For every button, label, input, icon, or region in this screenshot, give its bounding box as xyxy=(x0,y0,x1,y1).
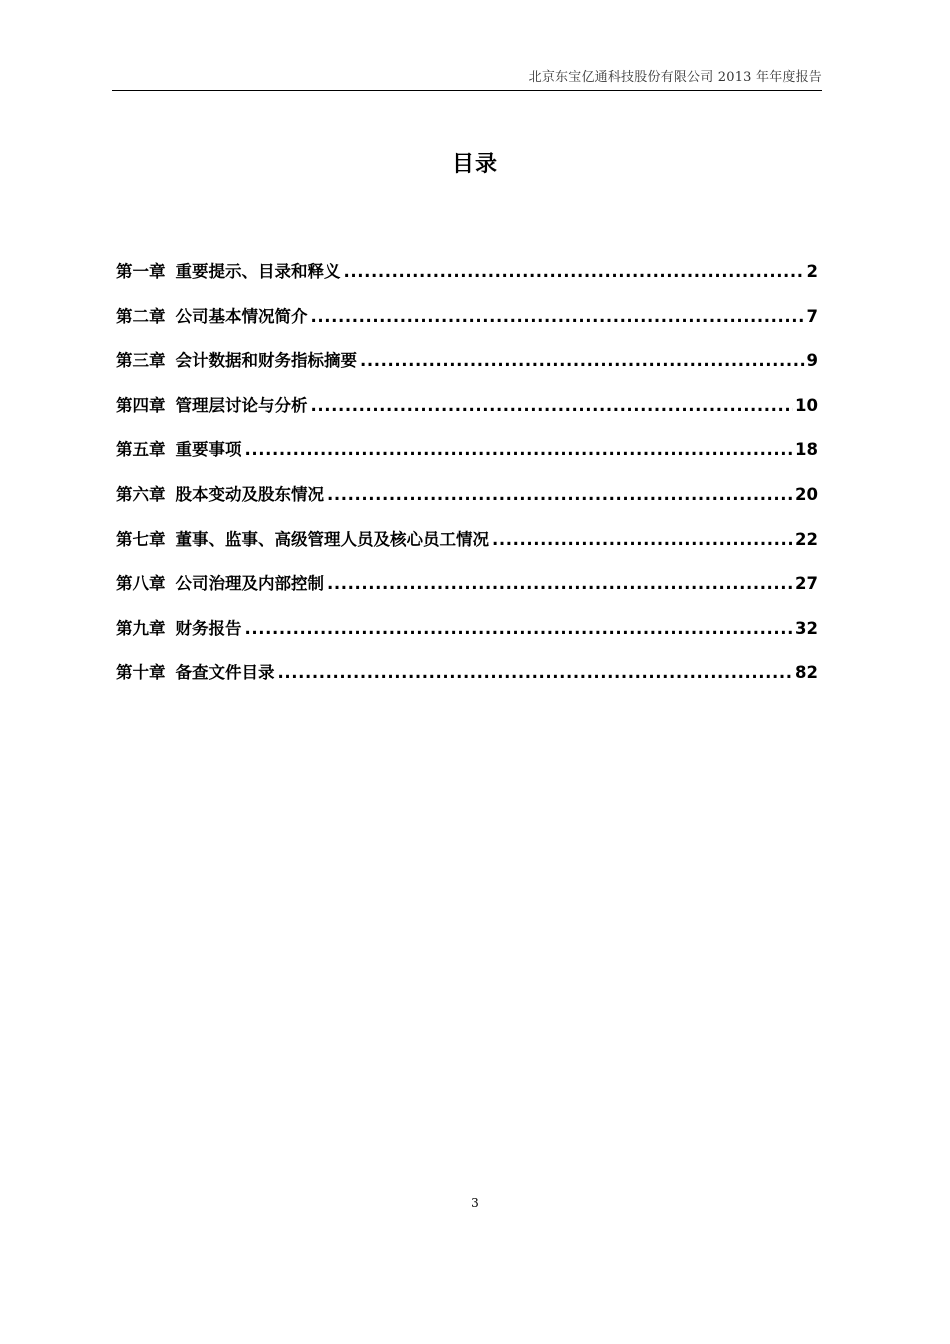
toc-entry-4[interactable] xyxy=(116,392,818,437)
toc-chapter-label: 第三章 xyxy=(116,351,166,371)
toc-dot-leader xyxy=(327,485,793,504)
toc-page-number: 27 xyxy=(795,574,818,594)
toc-dot-leader xyxy=(492,530,793,549)
toc-dot-leader xyxy=(245,440,794,459)
toc-chapter-label: 第七章 xyxy=(116,529,166,549)
toc-page-number: 20 xyxy=(795,484,818,504)
page-title: 目录 xyxy=(451,152,498,177)
toc-page-number: 32 xyxy=(795,618,818,638)
toc-chapter-label: 第十章 xyxy=(116,663,166,683)
toc-chapter-label: 第一章 xyxy=(116,262,166,281)
toc-page-number: 22 xyxy=(795,529,818,549)
table-of-contents xyxy=(116,258,818,704)
toc-chapter-label: 第二章 xyxy=(116,306,166,326)
toc-chapter-title: 财务报告 xyxy=(175,618,242,638)
toc-chapter-title: 重要事项 xyxy=(175,440,242,460)
running-header: 北京东宝亿通科技股份有限公司 2013 年年度报告 xyxy=(528,70,822,85)
toc-chapter-title: 公司基本情况简介 xyxy=(175,306,308,326)
toc-entry-10[interactable] xyxy=(116,659,818,704)
toc-dot-leader xyxy=(327,574,793,593)
page-number: 3 xyxy=(471,1196,479,1210)
toc-chapter-title: 重要提示、目录和释义 xyxy=(175,262,341,281)
toc-chapter-label: 第八章 xyxy=(116,574,166,594)
header-divider xyxy=(112,90,822,91)
toc-chapter-title: 管理层讨论与分析 xyxy=(175,395,308,415)
toc-entry-6[interactable] xyxy=(116,481,818,526)
toc-chapter-title: 股本变动及股东情况 xyxy=(175,484,324,504)
toc-entry-3[interactable] xyxy=(116,347,818,392)
toc-dot-leader xyxy=(311,396,794,415)
toc-entry-5[interactable] xyxy=(116,436,818,481)
toc-chapter-label: 第九章 xyxy=(116,618,166,638)
toc-dot-leader xyxy=(278,663,794,682)
toc-chapter-title: 备查文件目录 xyxy=(175,663,275,683)
toc-page-number: 9 xyxy=(806,351,818,371)
toc-chapter-title: 董事、监事、高级管理人员及核心员工情况 xyxy=(175,529,489,549)
toc-chapter-title: 公司治理及内部控制 xyxy=(175,574,324,594)
toc-entry-7[interactable] xyxy=(116,526,818,571)
toc-chapter-label: 第四章 xyxy=(116,395,166,415)
toc-dot-leader xyxy=(360,351,805,370)
toc-chapter-label: 第六章 xyxy=(116,484,166,504)
toc-entry-2[interactable] xyxy=(116,303,818,348)
toc-entry-8[interactable] xyxy=(116,570,818,615)
toc-page-number: 7 xyxy=(806,306,818,326)
toc-page-number: 10 xyxy=(795,395,818,415)
toc-dot-leader xyxy=(311,307,805,326)
toc-dot-leader xyxy=(245,619,794,638)
toc-entry-1[interactable] xyxy=(116,258,818,303)
toc-page-number: 82 xyxy=(795,663,818,683)
toc-chapter-label: 第五章 xyxy=(116,440,166,460)
toc-entry-9[interactable] xyxy=(116,615,818,660)
toc-chapter-title: 会计数据和财务指标摘要 xyxy=(175,351,357,371)
toc-page-number: 2 xyxy=(806,262,818,281)
toc-page-number: 18 xyxy=(795,440,818,460)
toc-dot-leader xyxy=(344,262,805,281)
